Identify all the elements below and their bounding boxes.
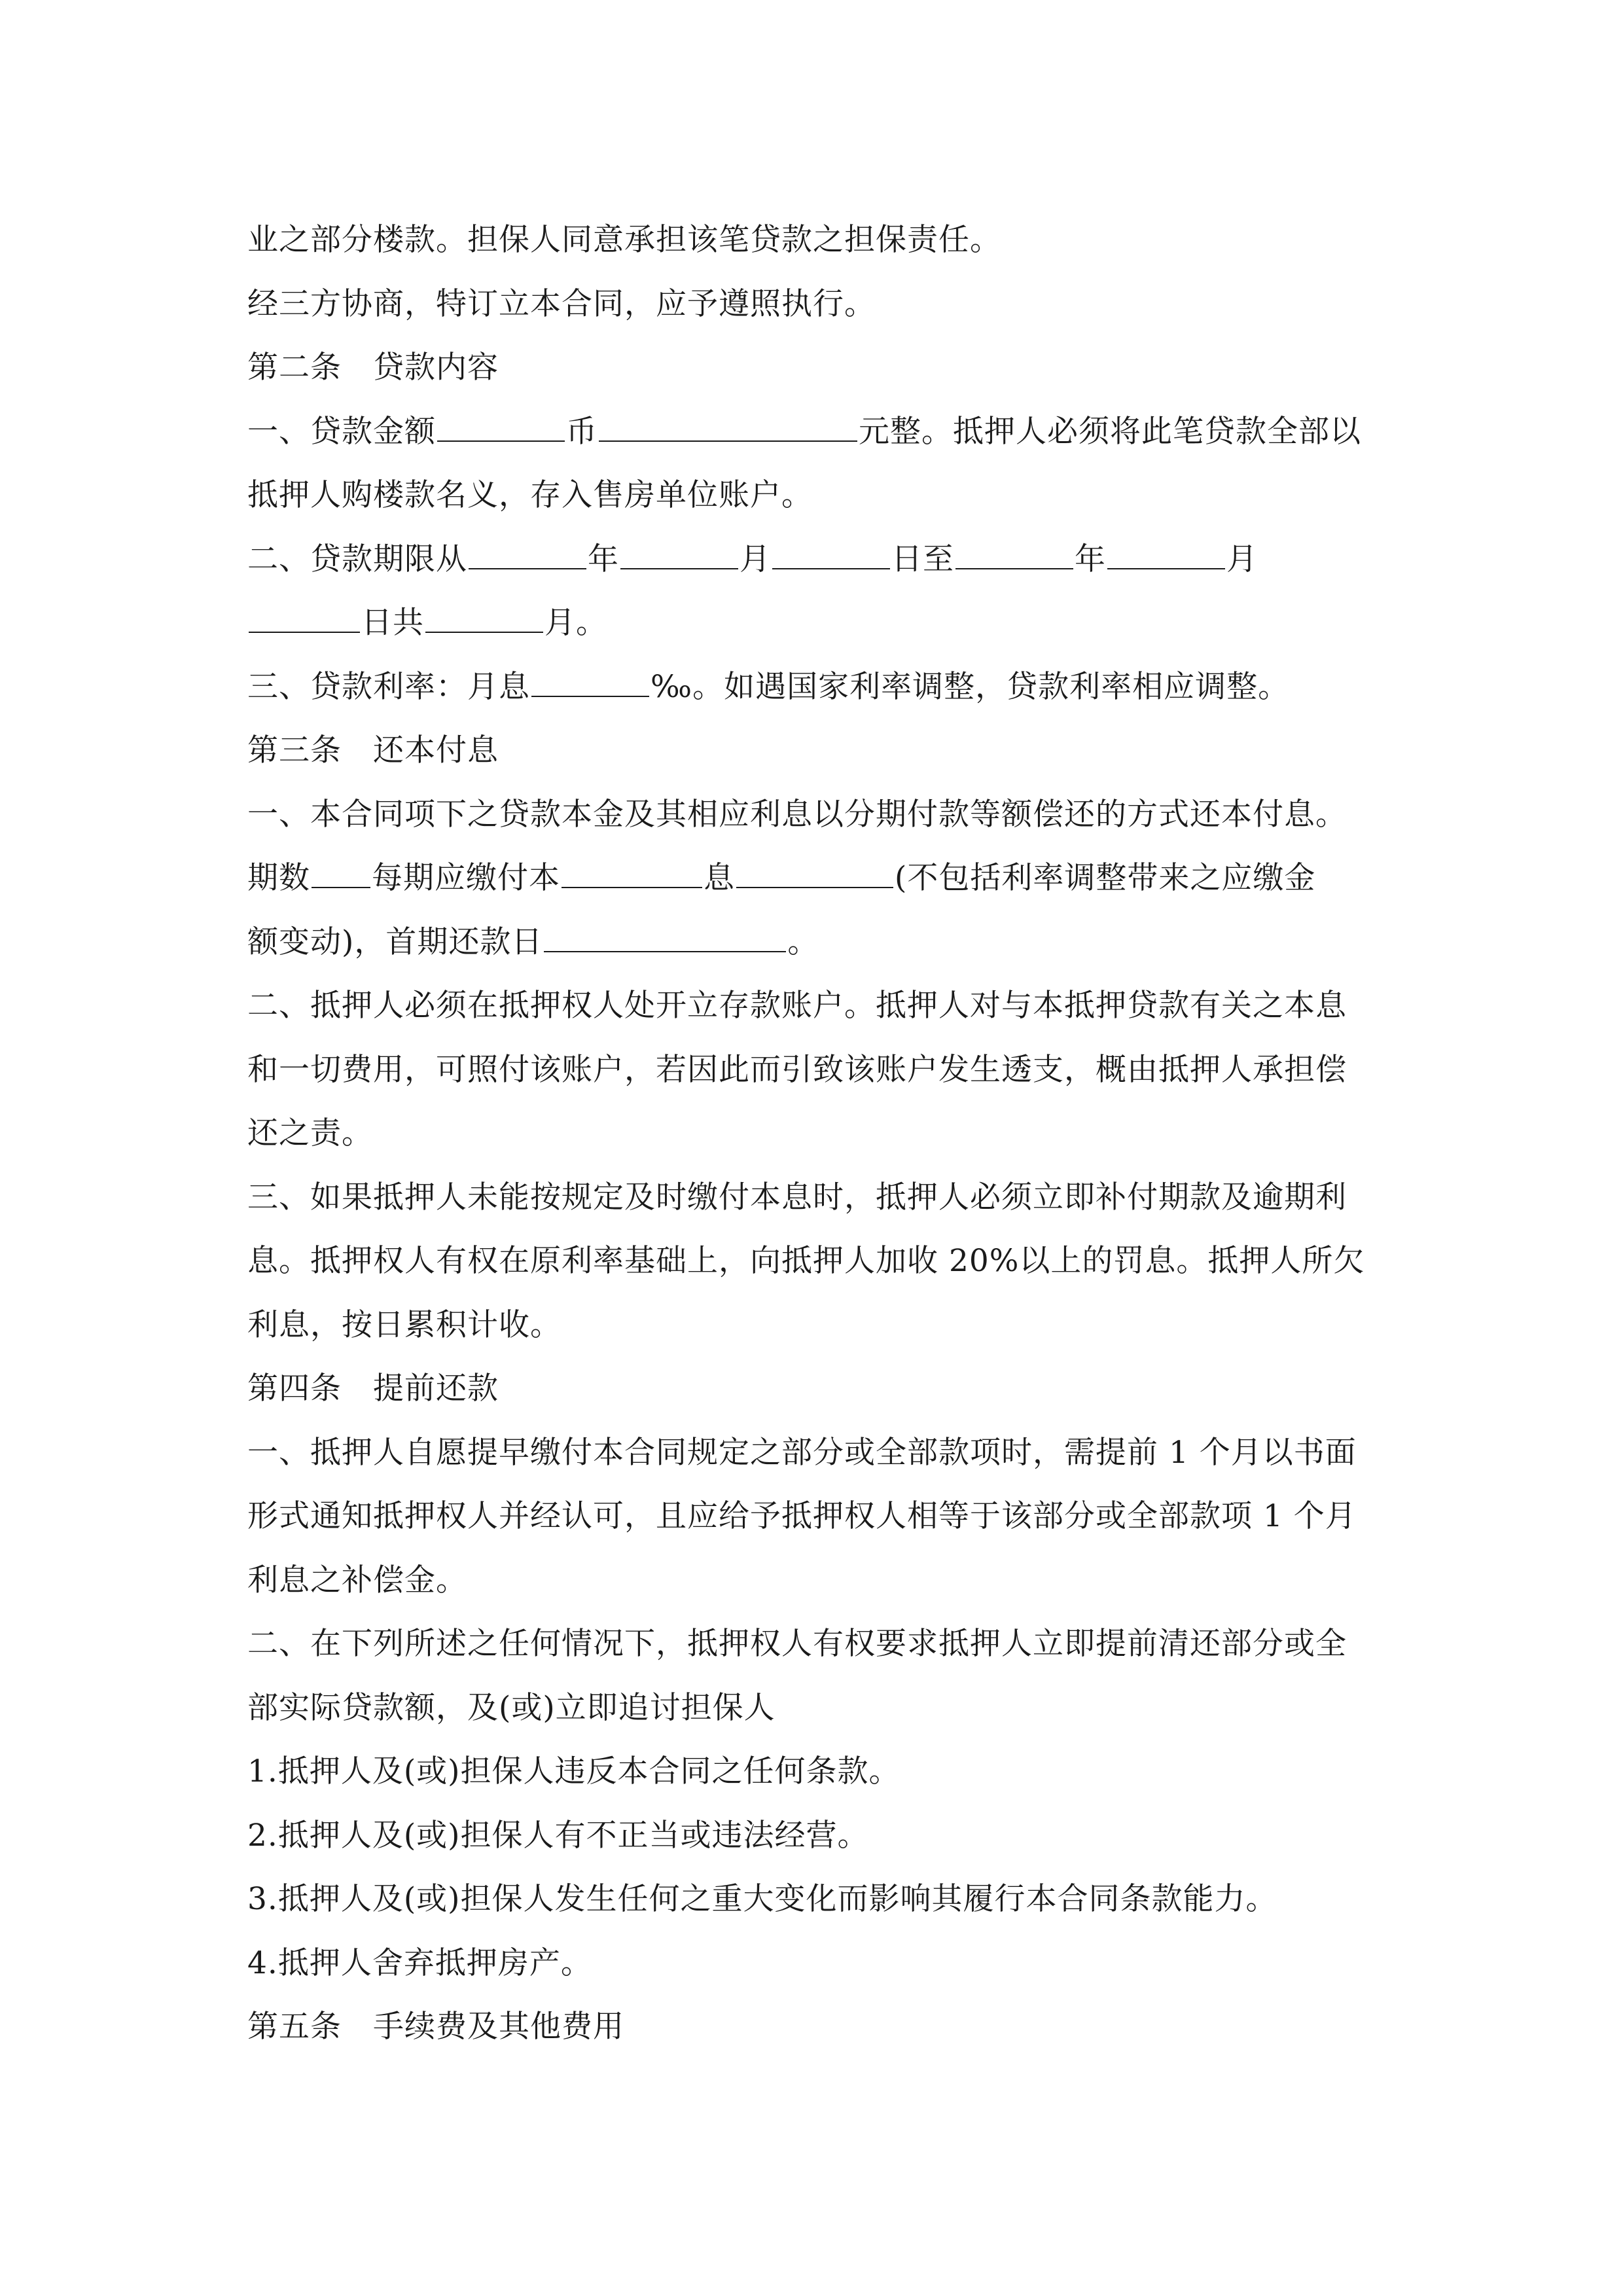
clause-text: 币 [566, 413, 597, 450]
clause-text: 息 [704, 860, 735, 896]
article-2-number: 第二条 [247, 350, 342, 386]
clause-text: 三、贷款利率：月息 [247, 668, 530, 705]
article-5-number: 第五条 [247, 2009, 342, 2045]
clause-text: 二、贷款期限从 [247, 541, 467, 577]
article-4-clause-1-line-3: 利息之补偿金。 [247, 1562, 467, 1598]
clause-text: ‰。如遇国家利率调整，贷款利率相应调整。 [651, 668, 1290, 705]
blank-amount [599, 414, 857, 442]
clause-text: 月。 [544, 605, 607, 641]
article-3-clause-3-line-2: 息。抵押权人有权在原利率基础上，向抵押人加收 20%以上的罚息。抵押人所欠 [247, 1243, 1365, 1279]
article-2-clause-3 [247, 655, 1386, 719]
clause-text: 一、贷款金额 [247, 413, 436, 450]
blank-first-repayment-date [544, 925, 786, 952]
blank-installments [312, 861, 370, 888]
article-2-clause-2-line-1 [247, 528, 1386, 592]
clause-text: 年 [588, 541, 619, 577]
blank-start-day [772, 542, 890, 569]
blank-principal [562, 861, 702, 888]
article-2-clause-1-line-2: 抵押人购楼款名义，存入售房单位账户。 [247, 477, 813, 513]
article-5-title: 手续费及其他费用 [373, 2009, 624, 2045]
article-3-clause-2-line-3: 还之责。 [247, 1115, 373, 1151]
clause-text: 月 [740, 541, 771, 577]
document-body [247, 208, 1386, 2059]
blank-monthly-rate [531, 670, 649, 697]
blank-interest [736, 861, 893, 888]
article-4-clause-1-line-2: 形式通知抵押权人并经认可，且应给予抵押权人相等于该部分或全部款项 1 个月 [247, 1498, 1357, 1534]
clause-text: 日共 [361, 605, 424, 641]
blank-start-month [620, 542, 738, 569]
clause-text: 元整。抵押人必须将此笔贷款全部以 [859, 413, 1361, 450]
blank-total-months [425, 605, 543, 633]
article-4-clause-2-line-2: 部实际贷款额，及(或)立即追讨担保人 [247, 1689, 776, 1726]
clause-text: 额变动)，首期还款日 [247, 924, 543, 960]
clause-text: (不包括利率调整带来之应缴金 [895, 860, 1316, 896]
clause-text: 期数 [247, 860, 310, 896]
article-4-item-2: 2.抵押人及(或)担保人有不正当或违法经营。 [247, 1817, 869, 1854]
blank-end-year [955, 542, 1073, 569]
article-3-clause-3-line-1: 三、如果抵押人未能按规定及时缴付本息时，抵押人必须立即补付期款及逾期利 [247, 1179, 1347, 1215]
article-3-clause-1-line-1: 一、本合同项下之贷款本金及其相应利息以分期付款等额偿还的方式还本付息。 [247, 796, 1347, 833]
clause-text: 月 [1226, 541, 1258, 577]
article-3-clause-2-line-2: 和一切费用，可照付该账户，若因此而引致该账户发生透支，概由抵押人承担偿 [247, 1051, 1347, 1088]
blank-currency [437, 414, 565, 442]
article-4-heading [247, 1357, 1386, 1421]
article-2-clause-2-line-2 [247, 591, 1386, 655]
article-3-heading [247, 719, 1386, 783]
blank-end-day [249, 605, 360, 633]
article-3-clause-1-line-2 [247, 846, 1386, 910]
paragraph-consultation: 经三方协商，特订立本合同，应予遵照执行。 [247, 285, 876, 322]
article-3-title: 还本付息 [373, 732, 499, 768]
article-4-clause-2-line-1: 二、在下列所述之任何情况下，抵押权人有权要求抵押人立即提前清还部分或全 [247, 1626, 1347, 1662]
article-4-item-1: 1.抵押人及(或)担保人违反本合同之任何条款。 [247, 1753, 901, 1789]
article-3-clause-3-line-3: 利息，按日累积计收。 [247, 1306, 562, 1343]
clause-text: 日至 [891, 541, 954, 577]
article-5-heading [247, 1995, 1386, 2059]
clause-text: 。 [787, 924, 819, 960]
clause-text: 年 [1075, 541, 1106, 577]
blank-end-month [1107, 542, 1225, 569]
article-4-item-4: 4.抵押人舍弃抵押房产。 [247, 1945, 592, 1981]
article-3-number: 第三条 [247, 732, 342, 768]
article-4-item-3: 3.抵押人及(或)担保人发生任何之重大变化而影响其履行本合同条款能力。 [247, 1881, 1277, 1917]
paragraph-intro-end: 业之部分楼款。担保人同意承担该笔贷款之担保责任。 [247, 222, 1001, 258]
article-4-clause-1-line-1: 一、抵押人自愿提早缴付本合同规定之部分或全部款项时，需提前 1 个月以书面 [247, 1434, 1357, 1471]
clause-text: 每期应缴付本 [372, 860, 560, 896]
article-2-clause-1-line-1 [247, 400, 1386, 464]
article-3-clause-1-line-3 [247, 910, 1386, 975]
article-4-title: 提前还款 [373, 1371, 499, 1407]
article-4-number: 第四条 [247, 1371, 342, 1407]
blank-start-year [469, 542, 586, 569]
article-3-clause-2-line-1: 二、抵押人必须在抵押权人处开立存款账户。抵押人对与本抵押贷款有关之本息 [247, 988, 1347, 1024]
article-2-title: 贷款内容 [373, 350, 499, 386]
article-2-heading [247, 336, 1386, 400]
